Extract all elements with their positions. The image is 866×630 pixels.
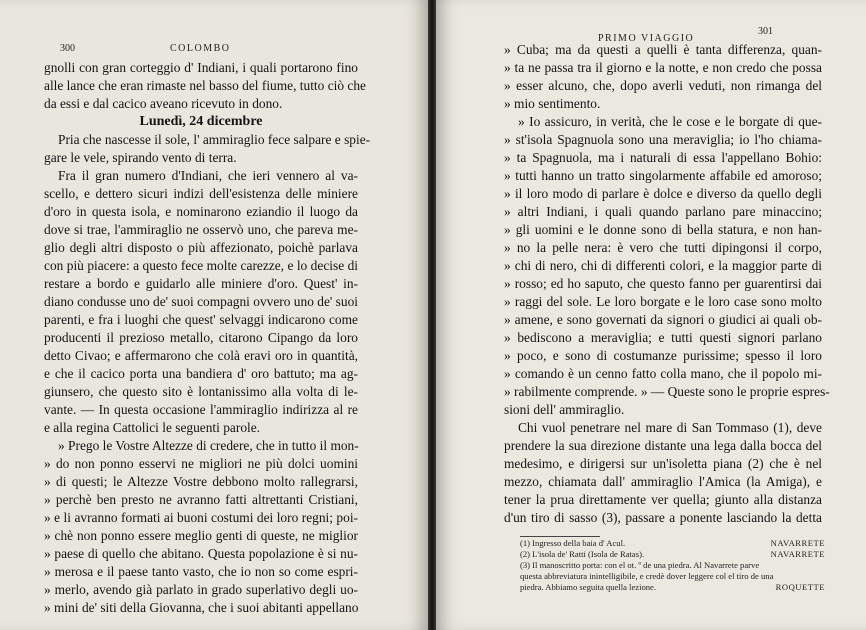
text-line: » poco, e sono di costumanze purissime; spesso il loro	[504, 348, 822, 363]
text-line: » merlo, avendo già parlato in grado superlativo degli uo-	[44, 582, 358, 597]
text-line: » Io assicuro, in verità, che le cose e le borgate di que-	[518, 114, 822, 129]
text-line: e che il cacico porta una bandiera d' oro battuto; ma ag-	[44, 366, 358, 381]
footnote-rule	[520, 536, 600, 537]
text-line: diano condusse uno de' suoi compagni ovvero uno de' suoi	[44, 294, 358, 309]
footnote-text: (2) L'isola de' Ratti (Isola de Ratas).	[520, 549, 645, 559]
text-line: gare le vele, spirando vento di terra.	[44, 150, 237, 165]
left-page-number: 300	[60, 43, 75, 54]
text-line: Pria che nascesse il sole, l' ammiraglio fece salpare e spie-	[58, 132, 371, 147]
right-page-number: 301	[758, 26, 773, 37]
footnote-text: (3) Il manoscritto porta: con el ot. º de una piedra. Al Navarrete parve	[520, 560, 760, 570]
text-line: d'oro in questa isola, e nominarono eziandio il luogo da	[44, 204, 358, 219]
text-line: glio degli altri disposto o più affezionato, poichè parlava	[44, 240, 358, 255]
footnote-source: ROQUETTE	[775, 582, 825, 592]
text-line: » bediscono a meraviglia; e tutti questi signori parlano	[504, 330, 822, 345]
text-line: sioni dell' ammiraglio.	[504, 402, 625, 417]
text-line: restare a bordo e guidarlo alle miniere d'oro. Quest' in-	[44, 276, 358, 291]
text-line: parenti, e fra i luoghi che quest' selvaggi indicarono come	[44, 312, 358, 327]
text-line: » amene, e sono governati da signori o giudici ai quali ob-	[504, 312, 822, 327]
footnote-text: questa abbreviatura inintelligibile, e credè dover leggere col el tiro de una	[520, 571, 774, 581]
text-line: » perchè ben presto ne avranno fatti altrettanti Cristiani,	[44, 492, 358, 507]
text-line: » e li avranno formati ai buoni costumi dei loro regni; poi-	[44, 510, 358, 525]
text-line: dove si trae, l'ammiraglio ne osservò uno, che pareva me-	[44, 222, 358, 237]
footnotes-block	[520, 538, 825, 593]
text-line: detto Civao; e affermarono che colà eravi oro in quantità,	[44, 348, 358, 363]
text-line: gnolli con gran corteggio d' Indiani, i quali portarono fino	[44, 60, 358, 75]
text-line: » gli uomini e le donne sono di bella statura, e non han-	[504, 222, 822, 237]
text-line: » tutti hanno un tratto singolarmente affabile ed amoroso;	[504, 168, 822, 183]
text-line: alle lance che eran rimaste nel basso del fiume, tutto ciò che	[44, 78, 366, 93]
text-line: prendere la sua direzione distante una lega dalla bocca del	[504, 438, 822, 453]
footnote-text: piedra. Abbiamo seguita quella lezione.	[520, 582, 657, 592]
right-page	[436, 0, 866, 630]
text-line: » altri Indiani, i quali quando parlano pare minaccino;	[504, 204, 822, 219]
text-line: vante. — In questa occasione l'ammiraglio indirizza al re	[44, 402, 358, 417]
text-line: » mini de' siti della Giovanna, che i suoi abitanti appellano	[44, 600, 359, 615]
text-line: Fra il gran numero d'Indiani, che ieri vennero al va-	[58, 168, 358, 183]
footnote-source: NAVARRETE	[770, 549, 825, 559]
text-line: medesimo, e dirigersi sur un'isoletta piana (2) che è nel	[504, 456, 822, 471]
text-line: » chè non ponno essere meglio genti di queste, ne miglior	[44, 528, 358, 543]
right-text-block	[504, 41, 830, 527]
text-line: » do non ponno esservi ne migliori ne più dolci uomini	[44, 456, 358, 471]
text-line: d'un tiro di sasso (3), passare a ponente lasciando la detta	[504, 510, 822, 525]
text-line: » rabilmente comprende. » — Queste sono le proprie espres-	[504, 384, 830, 399]
left-running-header: COLOMBO	[170, 43, 231, 54]
text-line: da essi e dal cacico aveano ricevuto in dono.	[44, 96, 283, 111]
text-line: mezzo, chiamata dall' ammiraglio l'Amica (la Amiga), e	[504, 474, 822, 489]
book-spine	[428, 0, 436, 630]
text-line: Chi vuol penetrare nel mare di San Tommaso (1), deve	[518, 420, 822, 435]
footnote-source: NAVARRETE	[770, 538, 825, 548]
text-line: » rosso; ed ho saputo, che questo fanno per guarentirsi dai	[504, 276, 822, 291]
text-line: » esser alcuno, che, dopo averli veduti, non rimanga del	[504, 78, 822, 93]
left-text-block	[44, 59, 371, 617]
text-line: giunsero, che questo sito è lontanissimo alla volta di le-	[44, 384, 358, 399]
text-line: » mio sentimento.	[504, 96, 601, 111]
text-line: » chi di nero, chi di differenti colori, e la maggior parte di	[504, 258, 822, 273]
text-line: » comando è un cenno fatto colla mano, che il popolo mi-	[504, 366, 822, 381]
text-line: » Prego le Vostre Altezze di credere, che in tutto il mon-	[58, 438, 359, 453]
text-line: tener la prua direttamente ver quella; giunto alla distanza	[504, 492, 822, 507]
text-line: » raggi del sole. Le loro borgate e le loro case sono molto	[504, 294, 822, 309]
section-heading: Lunedì, 24 dicembre	[139, 114, 263, 129]
text-line: e alla regina Cattolici le seguenti parole.	[44, 420, 261, 435]
left-page	[0, 0, 428, 630]
text-line: » ta Spagnuola, ma i naturali di essa l'appellano Bohio:	[504, 150, 822, 165]
text-line: » Cuba; ma da questi a quelli è tanta differenza, quan-	[504, 42, 822, 57]
text-line: » il loro modo di parlare è dolce e diverso da quello degli	[504, 186, 822, 201]
text-line: » di questi; le Altezze Vostre debbono molto rallegrarsi,	[44, 474, 358, 489]
right-running-header: PRIMO VIAGGIO	[598, 33, 695, 44]
text-line: con più piacere: a questo fece molte carezze, e lo decise di	[44, 258, 358, 273]
text-line: scello, e dettero sicuri indizi dell'esistenza delle miniere	[44, 186, 358, 201]
text-line: » ta ne passa tra il giorno e la notte, e non credo che possa	[504, 60, 822, 75]
text-line: » paese di quello che abitano. Questa popolazione è si nu-	[44, 546, 358, 561]
footnote-text: (1) Ingresso della baia d' Acul.	[520, 538, 626, 548]
text-line: producenti il prezioso metallo, citarono Cipango da loro	[44, 330, 358, 345]
text-line: » merosa e il paese tanto vasto, che io non so come espri-	[44, 564, 358, 579]
text-line: » no la pelle nera: è vero che tutti dipingonsi il corpo,	[504, 240, 822, 255]
text-line: » st'isola Spagnuola sono una meraviglia; io l'ho chiama-	[504, 132, 822, 147]
